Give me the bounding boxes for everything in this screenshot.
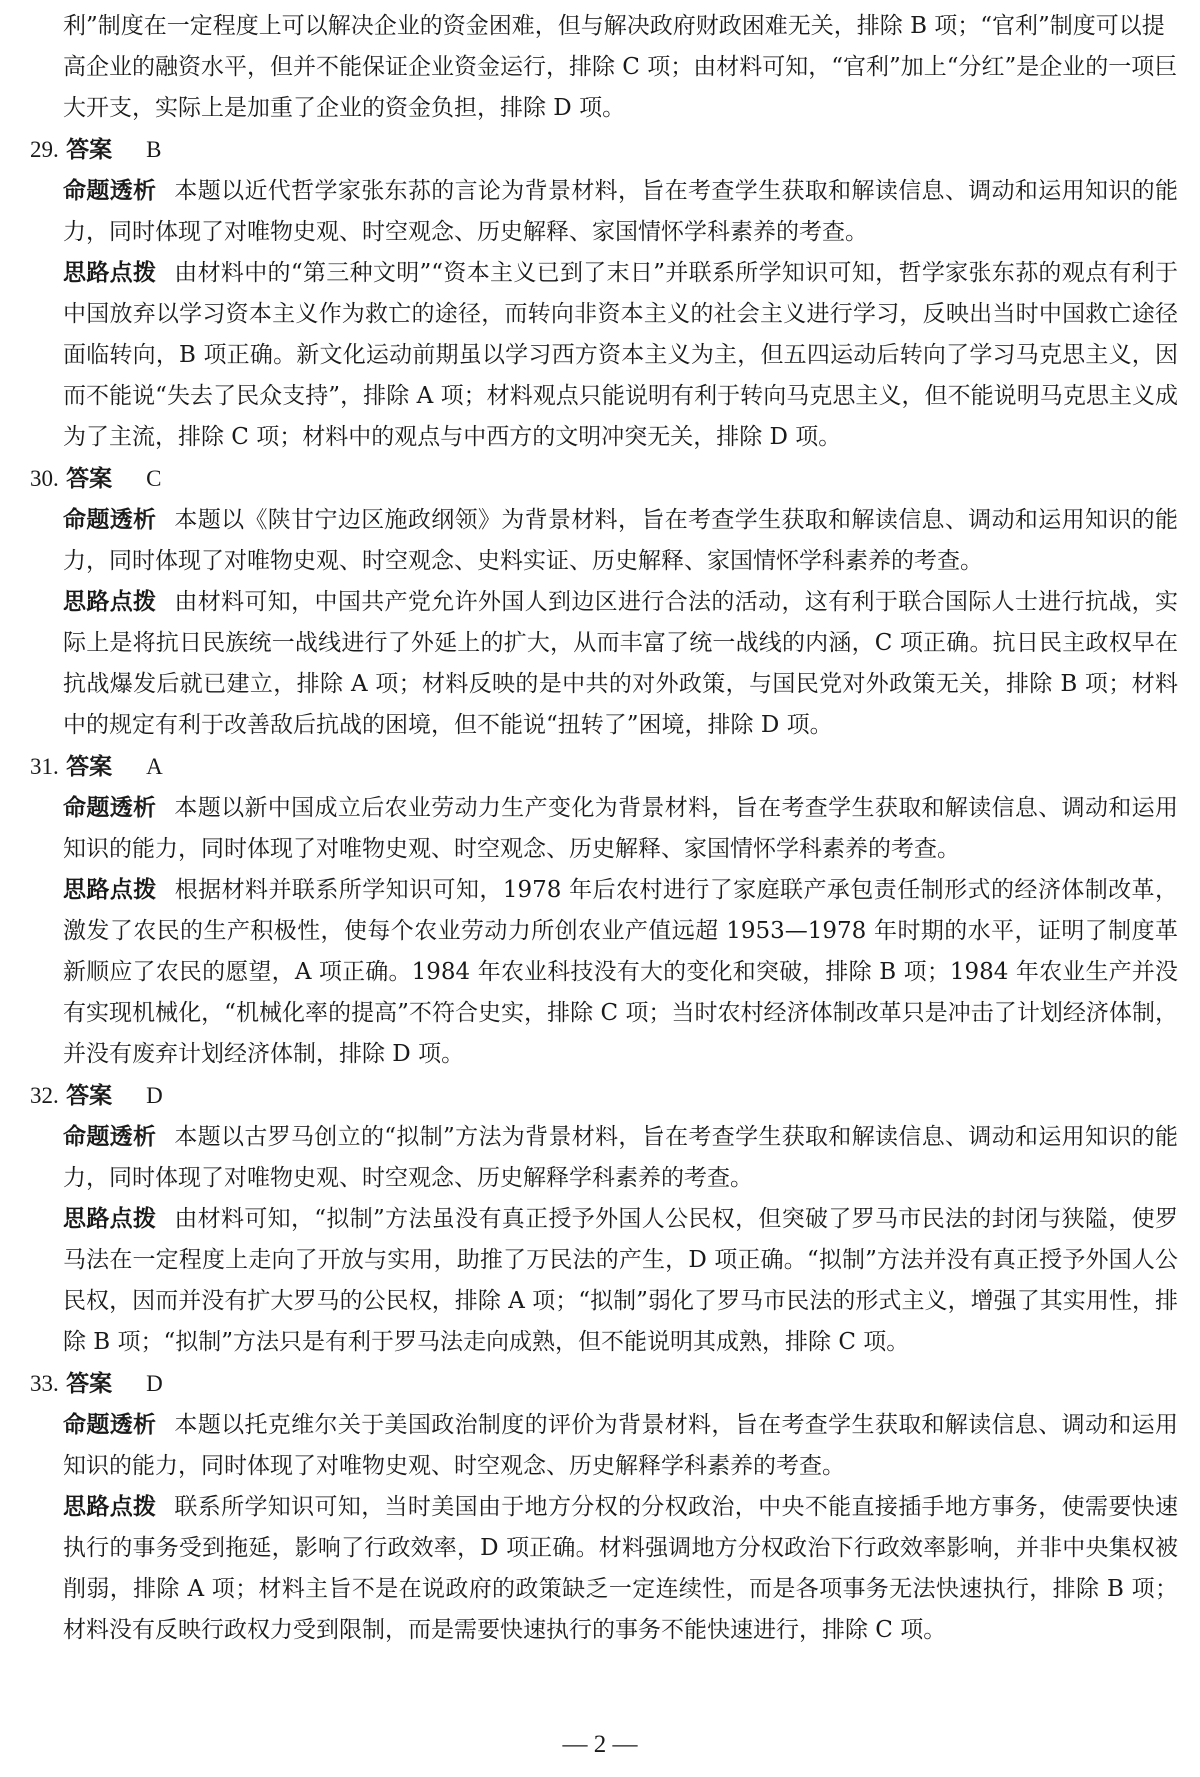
analysis-label: 命题透析 (63, 507, 157, 533)
answer-label: 答案 (66, 754, 113, 780)
hint-paragraph (30, 582, 1178, 746)
question-header (30, 746, 1178, 788)
question-number: 32. (30, 1083, 59, 1108)
hint-text: 由材料可知，“拟制”方法虽没有真正授予外国人公民权，但突破了罗马市民法的封闭与狭隘，使罗马法在一定程度上走向了开放与实用，助推了万民法的产生，D 项正确。“拟制”方法并没有真正授予外国人公民权，因而并没有扩大罗马的公民权，排除 A 项；“拟制”弱化了罗马市民法的形式主义，增强了其实用性，排除 B 项；“拟制”方法只是有利于罗马法走向成熟，但不能说明其成熟，排除 C 项。 (63, 1206, 1178, 1355)
question-32 (30, 1075, 1178, 1363)
hint-label: 思路点拨 (63, 1206, 157, 1232)
hint-label: 思路点拨 (63, 589, 157, 615)
analysis-text: 本题以《陕甘宁边区施政纲领》为背景材料，旨在考查学生获取和解读信息、调动和运用知识的能力，同时体现了对唯物史观、时空观念、史料实证、历史解释、家国情怀学科素养的考查。 (63, 507, 1179, 574)
question-31 (30, 746, 1178, 1075)
answer-label: 答案 (66, 1371, 113, 1397)
hint-label: 思路点拨 (63, 260, 157, 286)
answer-label: 答案 (66, 466, 113, 492)
analysis-label: 命题透析 (63, 1124, 157, 1150)
hint-paragraph (30, 1487, 1178, 1651)
hint-paragraph (30, 870, 1178, 1075)
hint-label: 思路点拨 (63, 877, 157, 903)
analysis-label: 命题透析 (63, 795, 157, 821)
question-number: 29. (30, 137, 59, 162)
question-number: 33. (30, 1371, 59, 1396)
question-header (30, 1363, 1178, 1405)
intro-paragraph: 利”制度在一定程度上可以解决企业的资金困难，但与解决政府财政困难无关，排除 B 项；“官利”制度可以提高企业的融资水平，但并不能保证企业资金运行，排除 C 项；由材料可知，“官利”加上“分红”是企业的一项巨大开支，实际上是加重了企业的资金负担，排除 D 项。 (63, 13, 1178, 121)
question-33 (30, 1363, 1178, 1651)
analysis-label: 命题透析 (63, 1412, 157, 1438)
hint-text: 根据材料并联系所学知识可知，1978 年后农村进行了家庭联产承包责任制形式的经济体制改革，激发了农民的生产积极性，使每个农业劳动力所创农业产值远超 1953—1978 年时期的水平，证明了制度革新顺应了农民的愿望，A 项正确。1984 年农业科技没有大的变化和突破，排除 B 项；1984 年农业生产并没有实现机械化，“机械化率的提高”不符合史实，排除 C 项；当时农村经济体制改革只是冲击了计划经济体制，并没有废弃计划经济体制，排除 D 项。 (63, 877, 1178, 1067)
hint-paragraph (30, 253, 1178, 458)
document-page (30, 6, 1178, 1651)
question-29 (30, 129, 1178, 458)
analysis-text: 本题以近代哲学家张东荪的言论为背景材料，旨在考查学生获取和解读信息、调动和运用知识的能力，同时体现了对唯物史观、时空观念、历史解释、家国情怀学科素养的考查。 (63, 178, 1179, 245)
answer-label: 答案 (66, 1083, 113, 1109)
question-header (30, 458, 1178, 500)
analysis-text: 本题以托克维尔关于美国政治制度的评价为背景材料，旨在考查学生获取和解读信息、调动和运用知识的能力，同时体现了对唯物史观、时空观念、历史解释学科素养的考查。 (63, 1412, 1179, 1479)
analysis-paragraph (30, 171, 1178, 253)
answer-letter: A (146, 754, 163, 779)
page-number: — 2 — (562, 1731, 638, 1758)
analysis-paragraph (30, 1117, 1178, 1199)
question-number: 31. (30, 754, 59, 779)
hint-text: 联系所学知识可知，当时美国由于地方分权的分权政治，中央不能直接插手地方事务，使需要快速执行的事务受到拖延，影响了行政效率，D 项正确。材料强调地方分权政治下行政效率影响，并非中央集权被削弱，排除 A 项；材料主旨不是在说政府的政策缺乏一定连续性，而是各项事务无法快速执行，排除 B 项；材料没有反映行政权力受到限制，而是需要快速执行的事务不能快速进行，排除 C 项。 (63, 1494, 1179, 1643)
analysis-text: 本题以古罗马创立的“拟制”方法为背景材料，旨在考查学生获取和解读信息、调动和运用知识的能力，同时体现了对唯物史观、时空观念、历史解释学科素养的考查。 (63, 1124, 1178, 1191)
answer-letter: B (146, 137, 162, 162)
hint-text: 由材料可知，中国共产党允许外国人到边区进行合法的活动，这有利于联合国际人士进行抗战，实际上是将抗日民族统一战线进行了外延上的扩大，从而丰富了统一战线的内涵，C 项正确。抗日民主政权早在抗战爆发后就已建立，排除 A 项；材料反映的是中共的对外政策，与国民党对外政策无关，排除 B 项；材料中的规定有利于改善敌后抗战的困境，但不能说“扭转了”困境，排除 D 项。 (63, 589, 1179, 738)
hint-label: 思路点拨 (63, 1494, 157, 1520)
analysis-label: 命题透析 (63, 178, 157, 204)
answer-letter: D (146, 1371, 163, 1396)
analysis-text: 本题以新中国成立后农业劳动力生产变化为背景材料，旨在考查学生获取和解读信息、调动和运用知识的能力，同时体现了对唯物史观、时空观念、历史解释、家国情怀学科素养的考查。 (63, 795, 1179, 862)
hint-paragraph (30, 1199, 1178, 1363)
hint-text: 由材料中的“第三种文明”“资本主义已到了末日”并联系所学知识可知，哲学家张东荪的观点有利于中国放弃以学习资本主义作为救亡的途径，而转向非资本主义的社会主义进行学习，反映出当时中国救亡途径面临转向，B 项正确。新文化运动前期虽以学习西方资本主义为主，但五四运动后转向了学习马克思主义，因而不能说“失去了民众支持”，排除 A 项；材料观点只能说明有利于转向马克思主义，但不能说明马克思主义成为了主流，排除 C 项；材料中的观点与中西方的文明冲突无关，排除 D 项。 (63, 260, 1178, 450)
question-header (30, 129, 1178, 171)
analysis-paragraph (30, 500, 1178, 582)
question-30 (30, 458, 1178, 746)
answer-letter: D (146, 1083, 163, 1108)
question-header (30, 1075, 1178, 1117)
analysis-paragraph (30, 788, 1178, 870)
question-number: 30. (30, 466, 59, 491)
answer-letter: C (146, 466, 162, 491)
answer-label: 答案 (66, 137, 113, 163)
analysis-paragraph (30, 1405, 1178, 1487)
